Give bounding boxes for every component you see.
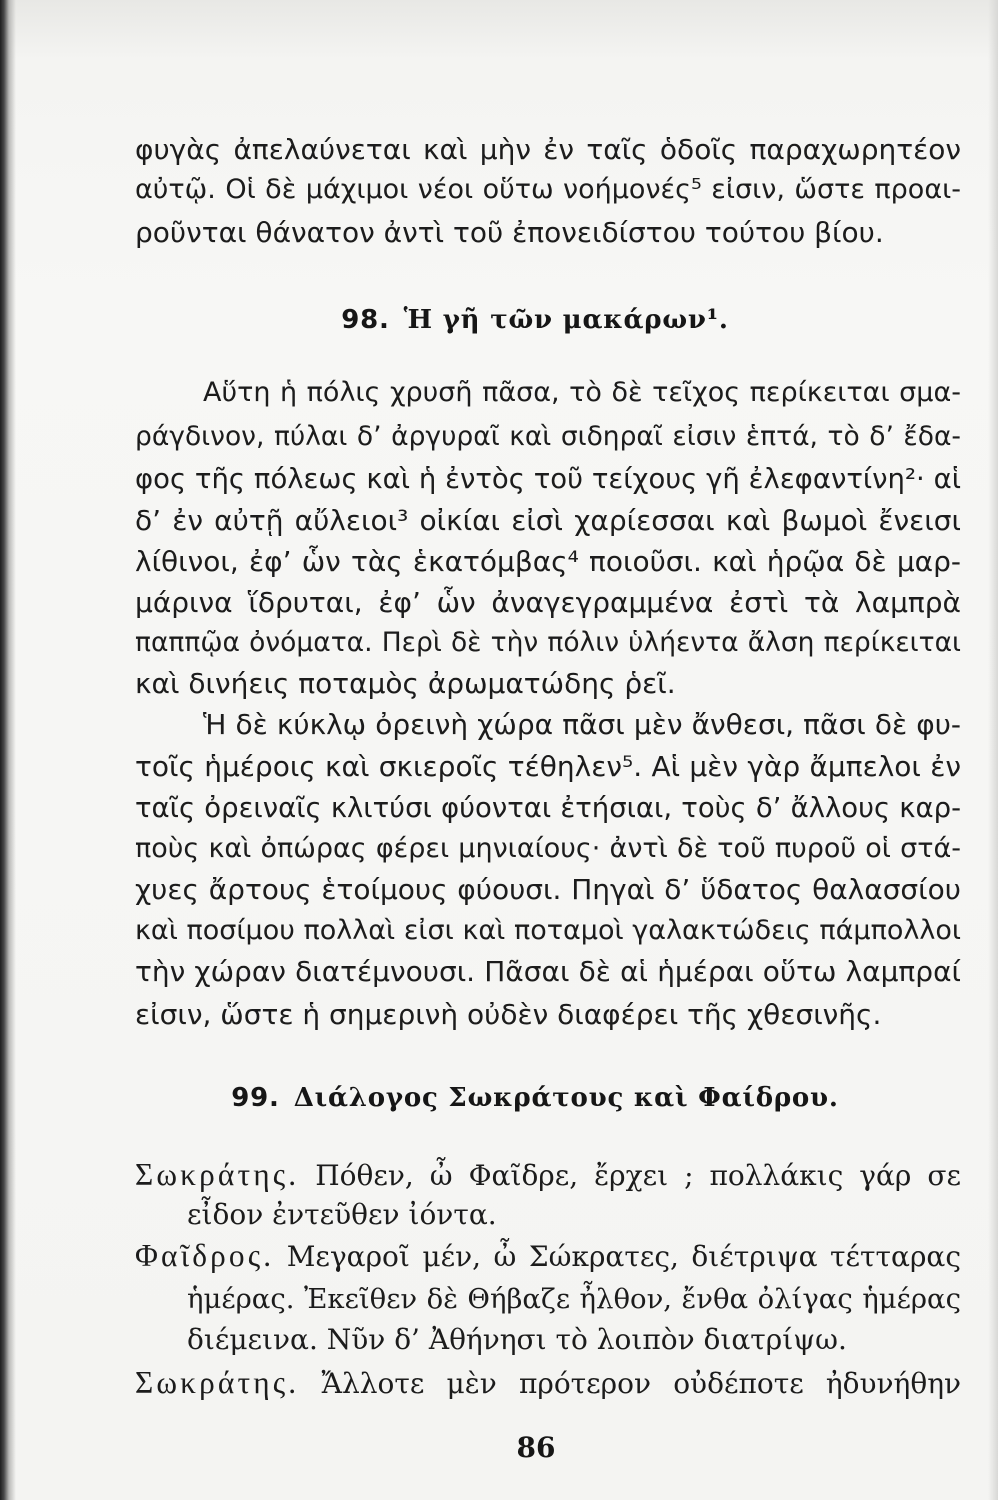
body-line: φος τῆς πόλεως καὶ ἡ ἐντὸς τοῦ τείχους γῆ ἐλεφαντίνη²· αἱ xyxy=(135,463,961,495)
page-number: 86 xyxy=(516,1431,556,1464)
section-title: Ἡ γῆ τῶν μακάρων¹. xyxy=(403,305,729,335)
body-line: καὶ δινήεις ποταμὸς ἀρωματώδης ῥεῖ. xyxy=(135,667,676,700)
body-line: εἰσιν, ὥστε ἡ σημερινὴ οὐδὲν διαφέρει τῆς χθεσινῆς. xyxy=(135,998,882,1031)
section-number: 99. xyxy=(231,1083,280,1113)
body-line: ταῖς ὀρειναῖς κλιτύσι φύονται ἐτήσιαι, τοὺς δ’ ἄλλους καρ- xyxy=(135,792,961,824)
dialogue-text: Ἄλλοτε μὲν πρότερον οὐδέποτε ἠδυνήθην xyxy=(321,1367,961,1400)
scan-edge-shadow xyxy=(988,0,998,1500)
speaker-name: Σωκράτης. xyxy=(135,1157,300,1192)
body-line: μάρινα ἵδρυται, ἐφ’ ὧν ἀναγεγραμμένα ἐστὶ τὰ λαμπρὰ xyxy=(135,586,961,619)
speaker-name: Φαῖδρος. xyxy=(135,1238,275,1273)
dialogue-line: διέμεινα. Νῦν δ’ Ἀθήνησι τὸ λοιπὸν διατρίψω. xyxy=(187,1323,847,1356)
speaker-name: Σωκράτης. xyxy=(135,1365,300,1400)
body-line: καὶ ποσίμου πολλαὶ εἰσι καὶ ποταμοὶ γαλακτώδεις πάμπολλοι xyxy=(135,915,961,946)
section-number: 98. xyxy=(341,305,390,335)
section-title: Διάλογος Σωκράτους καὶ Φαίδρου. xyxy=(293,1083,839,1113)
dialogue-text: Μεγαροῖ μέν, ὦ Σώκρατες, διέτριψα τέτταρας xyxy=(286,1240,961,1273)
scan-edge-shadow xyxy=(0,0,16,1500)
dialogue-text: Πόθεν, ὦ Φαῖδρε, ἔρχει ; πολλάκις γάρ σε xyxy=(315,1159,961,1192)
dialogue-line xyxy=(135,1154,961,1196)
body-line: ροῦνται θάνατον ἀντὶ τοῦ ἐπονειδίστου τούτου βίου. xyxy=(135,216,884,249)
body-line: λίθινοι, ἐφ’ ὧν τὰς ἑκατόμβας⁴ ποιοῦσι. καὶ ἡρῷα δὲ μαρ- xyxy=(135,545,961,578)
body-line: Αὕτη ἡ πόλις χρυσῆ πᾶσα, τὸ δὲ τεῖχος περίκειται σμα- xyxy=(203,377,961,408)
body-line: αὐτῷ. Οἱ δὲ μάχιμοι νέοι οὕτω νοήμονές⁵ εἰσιν, ὥστε προαι- xyxy=(135,174,961,205)
body-line: ράγδινον, πύλαι δ’ ἀργυραῖ καὶ σιδηραῖ εἰσιν ἑπτά, τὸ δ’ ἔδα- xyxy=(135,421,961,452)
body-line: παππῷα ὀνόματα. Περὶ δὲ τὴν πόλιν ὑλήεντα ἄλση περίκειται xyxy=(135,627,961,658)
body-line: φυγὰς ἀπελαύνεται καὶ μὴν ἐν ταῖς ὁδοῖς παραχωρητέον xyxy=(135,133,961,166)
dialogue-line: ἡμέρας. Ἐκεῖθεν δὲ Θήβαζε ἦλθον, ἔνθα ὀλίγας ἡμέρας xyxy=(187,1283,961,1315)
dialogue-line xyxy=(135,1235,961,1277)
section-heading xyxy=(135,298,935,342)
body-line: ποὺς καὶ ὀπώρας φέρει μηνιαίους· ἀντὶ δὲ τοῦ πυροῦ οἱ στά- xyxy=(135,833,961,864)
body-line: δ’ ἐν αὐτῇ αὔλειοι³ οἰκίαι εἰσὶ χαρίεσσαι καὶ βωμοὶ ἔνεισι xyxy=(135,504,961,537)
section-heading xyxy=(135,1076,935,1120)
body-line: χυες ἄρτους ἑτοίμους φύουσι. Πηγαὶ δ’ ὕδατος θαλασσίου xyxy=(135,873,961,906)
dialogue-line xyxy=(135,1362,961,1404)
body-line: τὴν χώραν διατέμνουσι. Πᾶσαι δὲ αἱ ἡμέραι οὕτω λαμπραί xyxy=(135,955,961,988)
body-line: τοῖς ἡμέροις καὶ σκιεροῖς τέθηλεν⁵. Αἱ μὲν γὰρ ἄμπελοι ἐν xyxy=(135,750,961,783)
dialogue-line: εἶδον ἐντεῦθεν ἰόντα. xyxy=(187,1198,497,1231)
body-line: Ἡ δὲ κύκλῳ ὀρεινὴ χώρα πᾶσι μὲν ἄνθεσι, πᾶσι δὲ φυ- xyxy=(203,708,961,741)
